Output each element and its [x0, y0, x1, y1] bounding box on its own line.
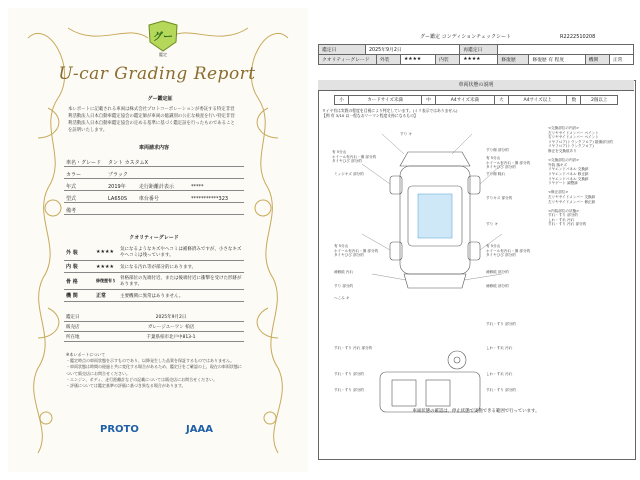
callout: 補修痕 部分的 [486, 284, 509, 288]
report-notes [66, 352, 244, 389]
callout: 有 5分山 ホイール有汚れ・傷 部分的 タイヤひび 部分的 [486, 244, 531, 258]
callout: しわ・すれ 汚れ [486, 346, 513, 350]
tire-legend-note: タイヤ有は実際の程度を目視により判定しています。(ミリ表示ではありません) 【例 有 3/10 以一程なおリーマン程度支持になるもの】 [322, 108, 458, 118]
date-label: 鑑定日 [64, 312, 98, 322]
grade-row [64, 290, 244, 302]
logos [100, 424, 240, 440]
mileage-label: 走行距離計表示 [137, 179, 189, 191]
name-value: タント カスタムX [106, 155, 244, 167]
color-value: ブラック [106, 167, 244, 179]
document-id: R2222510208 [560, 34, 596, 40]
model-label: 型式 [64, 191, 106, 203]
grade-desc: 気になるようなキズやヘコミは補修済みですが、小さなキズやヘコミは残っています。 [118, 244, 244, 261]
report-title: U-car Grading Report [58, 64, 256, 84]
shop-label: 販売店 [64, 322, 98, 332]
callout: すれ・すり 部分的 [334, 372, 364, 376]
interior-label: 内装 [436, 55, 460, 65]
callout: 補修痕 部分的 [486, 270, 509, 274]
condition-header-table [318, 44, 634, 65]
grade-row [64, 244, 244, 261]
interior-value: ★★★★ [460, 55, 498, 65]
callout: 有 5分山 ホイール有汚れ・傷 部分的 タイヤひび 部分的 [486, 156, 531, 170]
quality-label: クオリティーグレード [319, 55, 377, 65]
grade-desc: 気になる汚れ等が部分的にあります。 [118, 261, 244, 273]
grade-label: 機 関 [64, 290, 94, 302]
grade-stars: 修復歴有り [94, 273, 118, 290]
grade-stars: ★★★★ [94, 244, 118, 261]
note-line: ・鑑定時点の車両状態を示すものであり、以降発生した品質を保証するものではありません。 [66, 358, 235, 364]
callout: へこみ キ [334, 296, 350, 300]
vehicle-info-table [64, 155, 244, 215]
note-line: ・エンジン、ボディ、走行距離計などの記載については販売店にお問合せください。 [66, 376, 218, 382]
name-label: 車名・グレード [64, 155, 106, 167]
exterior-label: 外装 [376, 55, 400, 65]
quality-grade-heading: クオリティーグレード [129, 235, 179, 241]
certificate-intro: 本レポートに記載される車両は株式会社プロトコーポレーションが委託する特定非営利活動法人日本自動車鑑定協会の鑑定師が車両の総識別の公正な検査を行い特定非営利活動法人日本自動車鑑定協会の定める基準に基づく鑑定証を行ったものであることを証明いたします。 [68, 107, 235, 133]
quality-grade-table [64, 244, 244, 302]
callout: 有 5分山 ホイール有汚れ・傷 部分的 タイヤひび 部分的 [334, 244, 379, 258]
exterior-value: ★★★★ [400, 55, 435, 65]
callout: すれ・すり 部分的 [486, 322, 516, 326]
repair-label: 修復歴 [498, 55, 529, 65]
repair-detail-notes: <交換部位の内訳> 左リヤサイドメンバー ペイント 右リヤサイドメンバー ペイント リヤフロア(トランクフロア) 損傷部分的 リヤフロア(トランクフロア) 修正を交換痕あり <交換部位の内訳> 外装 落キズ リヤエンドパネル 交換跡 リヤエンドパネル 修正跡 リヤエンドパネル 交換跡 リヤゲート 調整跡 <修正部位> 左リヤサイドメンバー 交換跡 左リヤサイドメンバー 修正跡 <内装部位の状態> すれ・すり 部分的 しわ・すれ 汚れ すれ・すり 汚れ 部分的 [548, 126, 613, 227]
size-medium-desc: A4サイズ未満 [436, 96, 495, 105]
address-label: 所在地 [64, 332, 98, 342]
shop-value: ガレージユーワン 柏店 [98, 322, 244, 332]
reinspect-label: 再鑑定日 [460, 45, 498, 55]
size-small: 小 [335, 96, 349, 105]
condition-footer-note: 車両状態の確認は、停止状態で実施できる範囲で行っています。 [412, 409, 540, 414]
note-line: ・車両状態は時間の経過と共に変化する場合があるため、鑑定日をご確認の上、現在の車両状態について販売店にお問合せください。 [66, 364, 242, 376]
engine-value: 正常 [609, 55, 633, 65]
mileage-value: ***** [189, 179, 244, 191]
condition-section-title: 車両状態の説明 [318, 80, 634, 91]
badge-subtext: 鑑定 [159, 52, 167, 57]
callout: すれ・すり 部分的 [486, 388, 516, 392]
jaaa-logo: JAAA [186, 424, 213, 435]
note-line: ※本レポートについて [66, 352, 106, 357]
count-desc: 2個以上 [581, 96, 618, 105]
grade-stars: 正常 [94, 290, 118, 302]
year-label: 年式 [64, 179, 106, 191]
repair-value: 修復歴 有 程度 [529, 55, 585, 65]
memo-value [106, 203, 244, 215]
callout: ミッジキズ 部分的 [334, 172, 364, 176]
size-legend-table [334, 95, 618, 105]
grade-desc: 主要機関に異常はありません。 [118, 290, 244, 302]
grade-label: 内 装 [64, 261, 94, 273]
reinspect-value [498, 45, 634, 55]
inspect-date-value: 2025年9月2日 [366, 45, 460, 55]
size-small-desc: カードサイズ未満 [349, 96, 422, 105]
callout: 有 5分山 ホイール有汚れ・傷 部分的 タイヤひび 部分的 [332, 150, 377, 164]
certificate-heading: グー鑑定証 [147, 96, 173, 102]
year-value: 2019年 [106, 179, 137, 191]
callout: しわ・すれ 汚れ [486, 372, 513, 376]
chassis-value: ***********323 [189, 191, 244, 203]
callout: すりキズ 部分的 [486, 196, 513, 200]
proto-logo: PROTO [100, 424, 139, 435]
chassis-label: 車台番号 [137, 191, 189, 203]
color-label: カラー [64, 167, 106, 179]
grade-row [64, 261, 244, 273]
grade-desc: 骨格部位の先端付近、または後端付近に衝撃を受けた形跡があります。 [118, 273, 244, 290]
callout: すれ・すり 汚れ 部分的 [334, 346, 373, 350]
address-value: 千葉県柏市北戸中813-1 [98, 332, 244, 342]
size-large-desc: A4サイズ以上 [508, 96, 567, 105]
callout: すれ・すり 部分的 [334, 388, 364, 392]
callout: すり 部分的 [334, 284, 354, 288]
grade-row [64, 273, 244, 290]
engine-label: 機関 [585, 55, 609, 65]
model-value: LA650S [106, 191, 137, 203]
memo-label: 備考 [64, 203, 106, 215]
callout: 補修痕 汚れ [334, 270, 354, 274]
size-large: 大 [494, 96, 508, 105]
note-line: ・評価については鑑定基準の評価に基づき異なる場合があります。 [66, 383, 186, 389]
badge-text: グー [153, 32, 173, 43]
condition-sheet-title: グー鑑定 コンディションチェックシート [420, 34, 511, 40]
grade-stars: ★★★★ [94, 261, 118, 273]
callout: すり傷 部分的 [486, 148, 509, 152]
callout: すり キ [400, 132, 412, 136]
inspect-date-label: 鑑定日 [319, 45, 366, 55]
vehicle-section-heading: 車両請求内容 [138, 145, 169, 151]
date-value: 2025年9月2日 [98, 312, 244, 322]
size-medium: 中 [421, 96, 435, 105]
inspection-info-table [64, 312, 244, 342]
grade-label: 骨 格 [64, 273, 94, 290]
callout: すり傷 軽れ [486, 172, 506, 176]
count-label: 数 [567, 96, 581, 105]
callout: すり キ [486, 222, 498, 226]
grade-label: 外 装 [64, 244, 94, 261]
